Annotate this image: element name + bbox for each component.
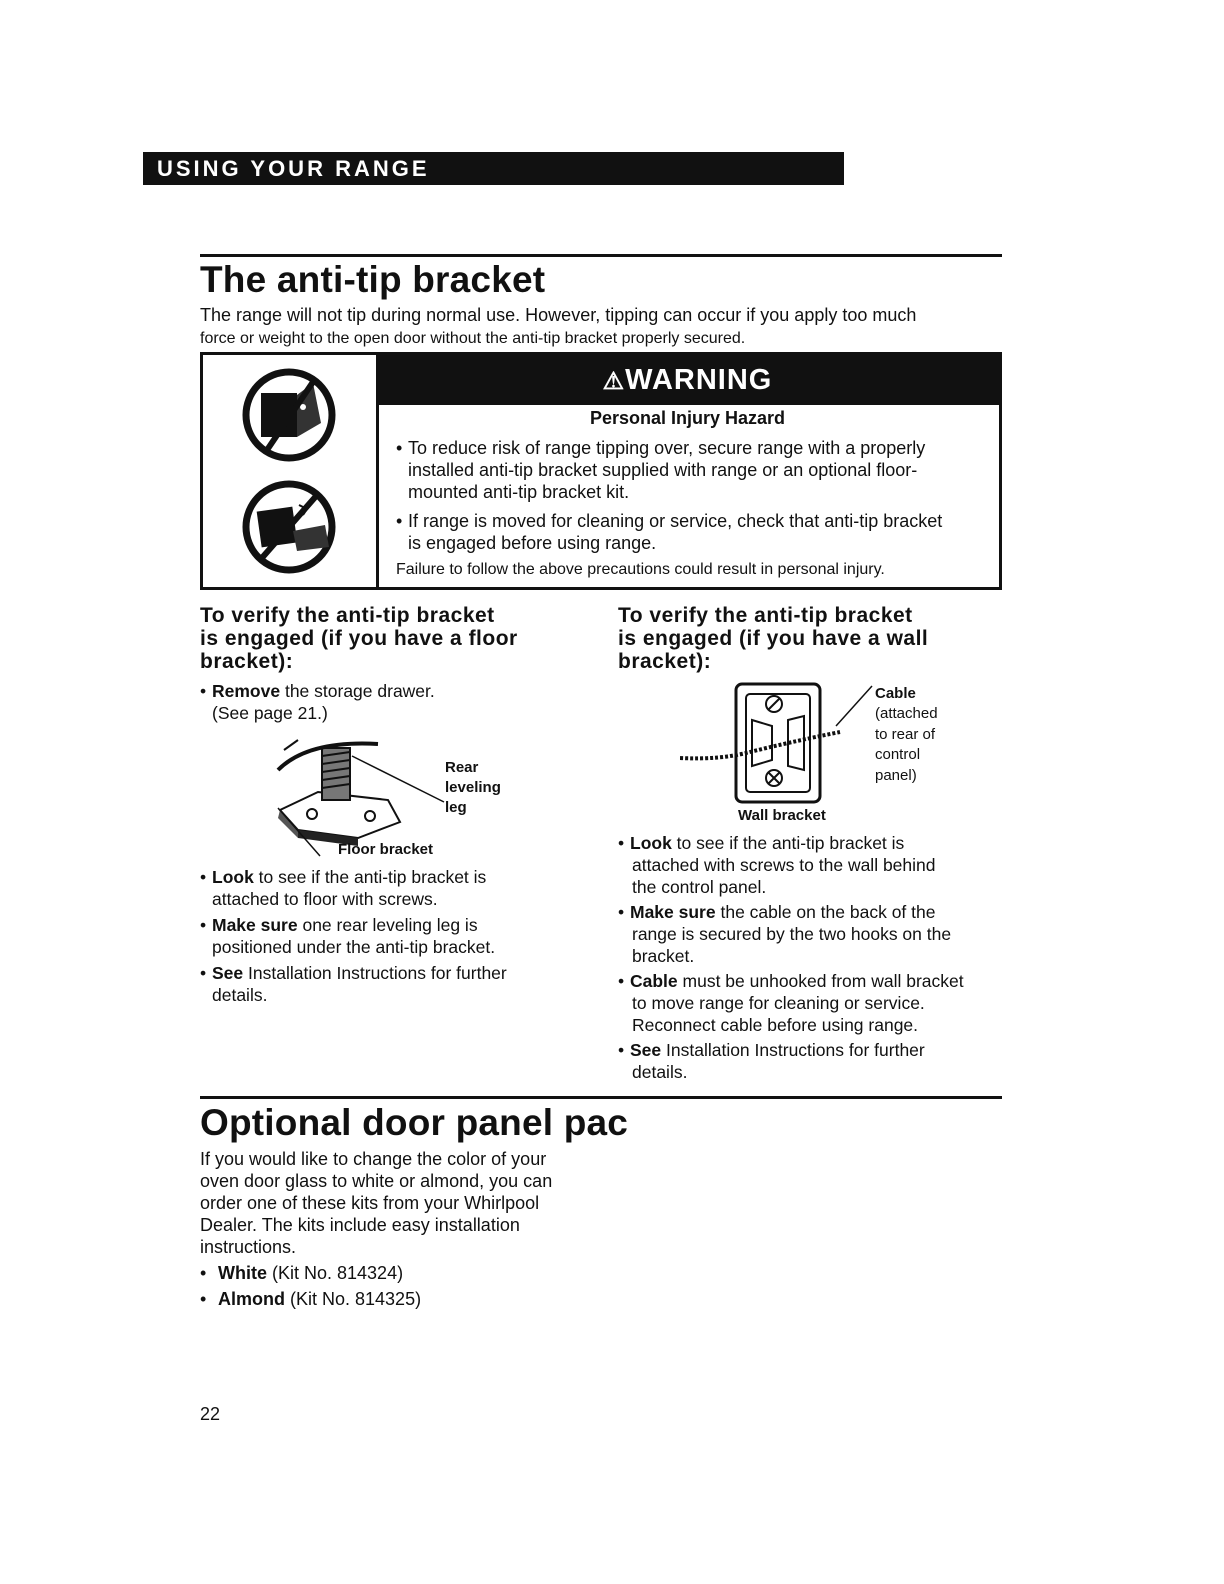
floor-bracket-heading: To verify the anti-tip bracket is engaged (if you have a floor bracket): (200, 604, 518, 673)
wall-bullets: • Look to see if the anti-tip bracket is attached with screws to the wall behind the control panel. • Make sure the cable on the back of the range is secured by the two hooks on the bracket. • Cable must be unhooked from wall bracket to move range for cleaning or service. Reconnect cable before using range. • See Installation Instructions for further details. (618, 833, 964, 1082)
anti-tip-intro: The range will not tip during normal use. However, tipping can occur if you apply too much force or weight to the open door without the anti-tip bracket properly secured. (200, 305, 917, 347)
wall-bracket-heading: To verify the anti-tip bracket is engaged (if you have a wall bracket): (618, 604, 929, 673)
floor-remove-drawer: • Remove the storage drawer. (See page 21.) (200, 681, 435, 723)
floor-bracket-caption: Floor bracket (338, 841, 434, 858)
wall-see-bullet: • See Installation Instructions for further (618, 1040, 925, 1060)
door-panel-paragraph: If you would like to change the color of your oven door glass to white or almond, you can order one of these kits from your Whirlpool Dealer. The kits include easy installation instructions. • White (Kit No. 814324) • Almond (Kit No. 814325) (200, 1149, 553, 1309)
warning-triangle-icon: ⚠ (602, 368, 626, 395)
kit-white: • White (Kit No. 814324) (200, 1263, 404, 1283)
floor-see-bullet: • See Installation Instructions for further (200, 963, 507, 983)
door-panel-title: Optional door panel pac (200, 1102, 629, 1143)
floor-look-bullet: • Look to see if the anti-tip bracket is (200, 867, 487, 887)
anti-tip-title: The anti-tip bracket (200, 259, 546, 300)
wall-cable-label: Cable (attached to rear of control panel) (875, 685, 938, 784)
floor-make-sure-bullet: • Make sure one rear leveling leg is (200, 915, 478, 935)
warning-footer: Failure to follow the above precautions could result in personal injury. (396, 561, 885, 578)
warning-box (200, 352, 1002, 590)
section-header-bar: USING YOUR RANGE (143, 152, 844, 185)
kit-almond: • Almond (Kit No. 814325) (200, 1289, 422, 1309)
page-number: 22 (200, 1404, 221, 1424)
section-rule-top (200, 254, 1002, 257)
wall-look-bullet: • Look to see if the anti-tip bracket is (618, 833, 905, 853)
wall-bracket-caption: Wall bracket (738, 807, 826, 824)
no-tipping-pictogram-icon (203, 355, 376, 587)
warning-bullet-1: • To reduce risk of range tipping over, secure range with a properly installed anti-tip bracket supplied with range or an optional floor- mounted anti-tip bracket kit. (396, 438, 926, 502)
warning-heading: ⚠WARNING (376, 355, 999, 405)
warning-bullet-2: • If range is moved for cleaning or service, check that anti-tip bracket is engaged before using range. (396, 511, 943, 553)
wall-bracket-illustration (680, 676, 880, 806)
floor-leg-label: Rear leveling leg (445, 759, 501, 816)
warning-pictograms (203, 355, 379, 587)
floor-bullets: • Look to see if the anti-tip bracket is attached to floor with screws. • Make sure one rear leveling leg is positioned under the anti-tip bracket. • See Installation Instructions for further details. (200, 867, 507, 1005)
warning-subheading: Personal Injury Hazard (589, 408, 786, 428)
wall-cable-bullet: • Cable must be unhooked from wall bracket (618, 971, 964, 991)
wall-make-sure-bullet: • Make sure the cable on the back of the (618, 902, 936, 922)
section-rule-door (200, 1096, 1002, 1099)
